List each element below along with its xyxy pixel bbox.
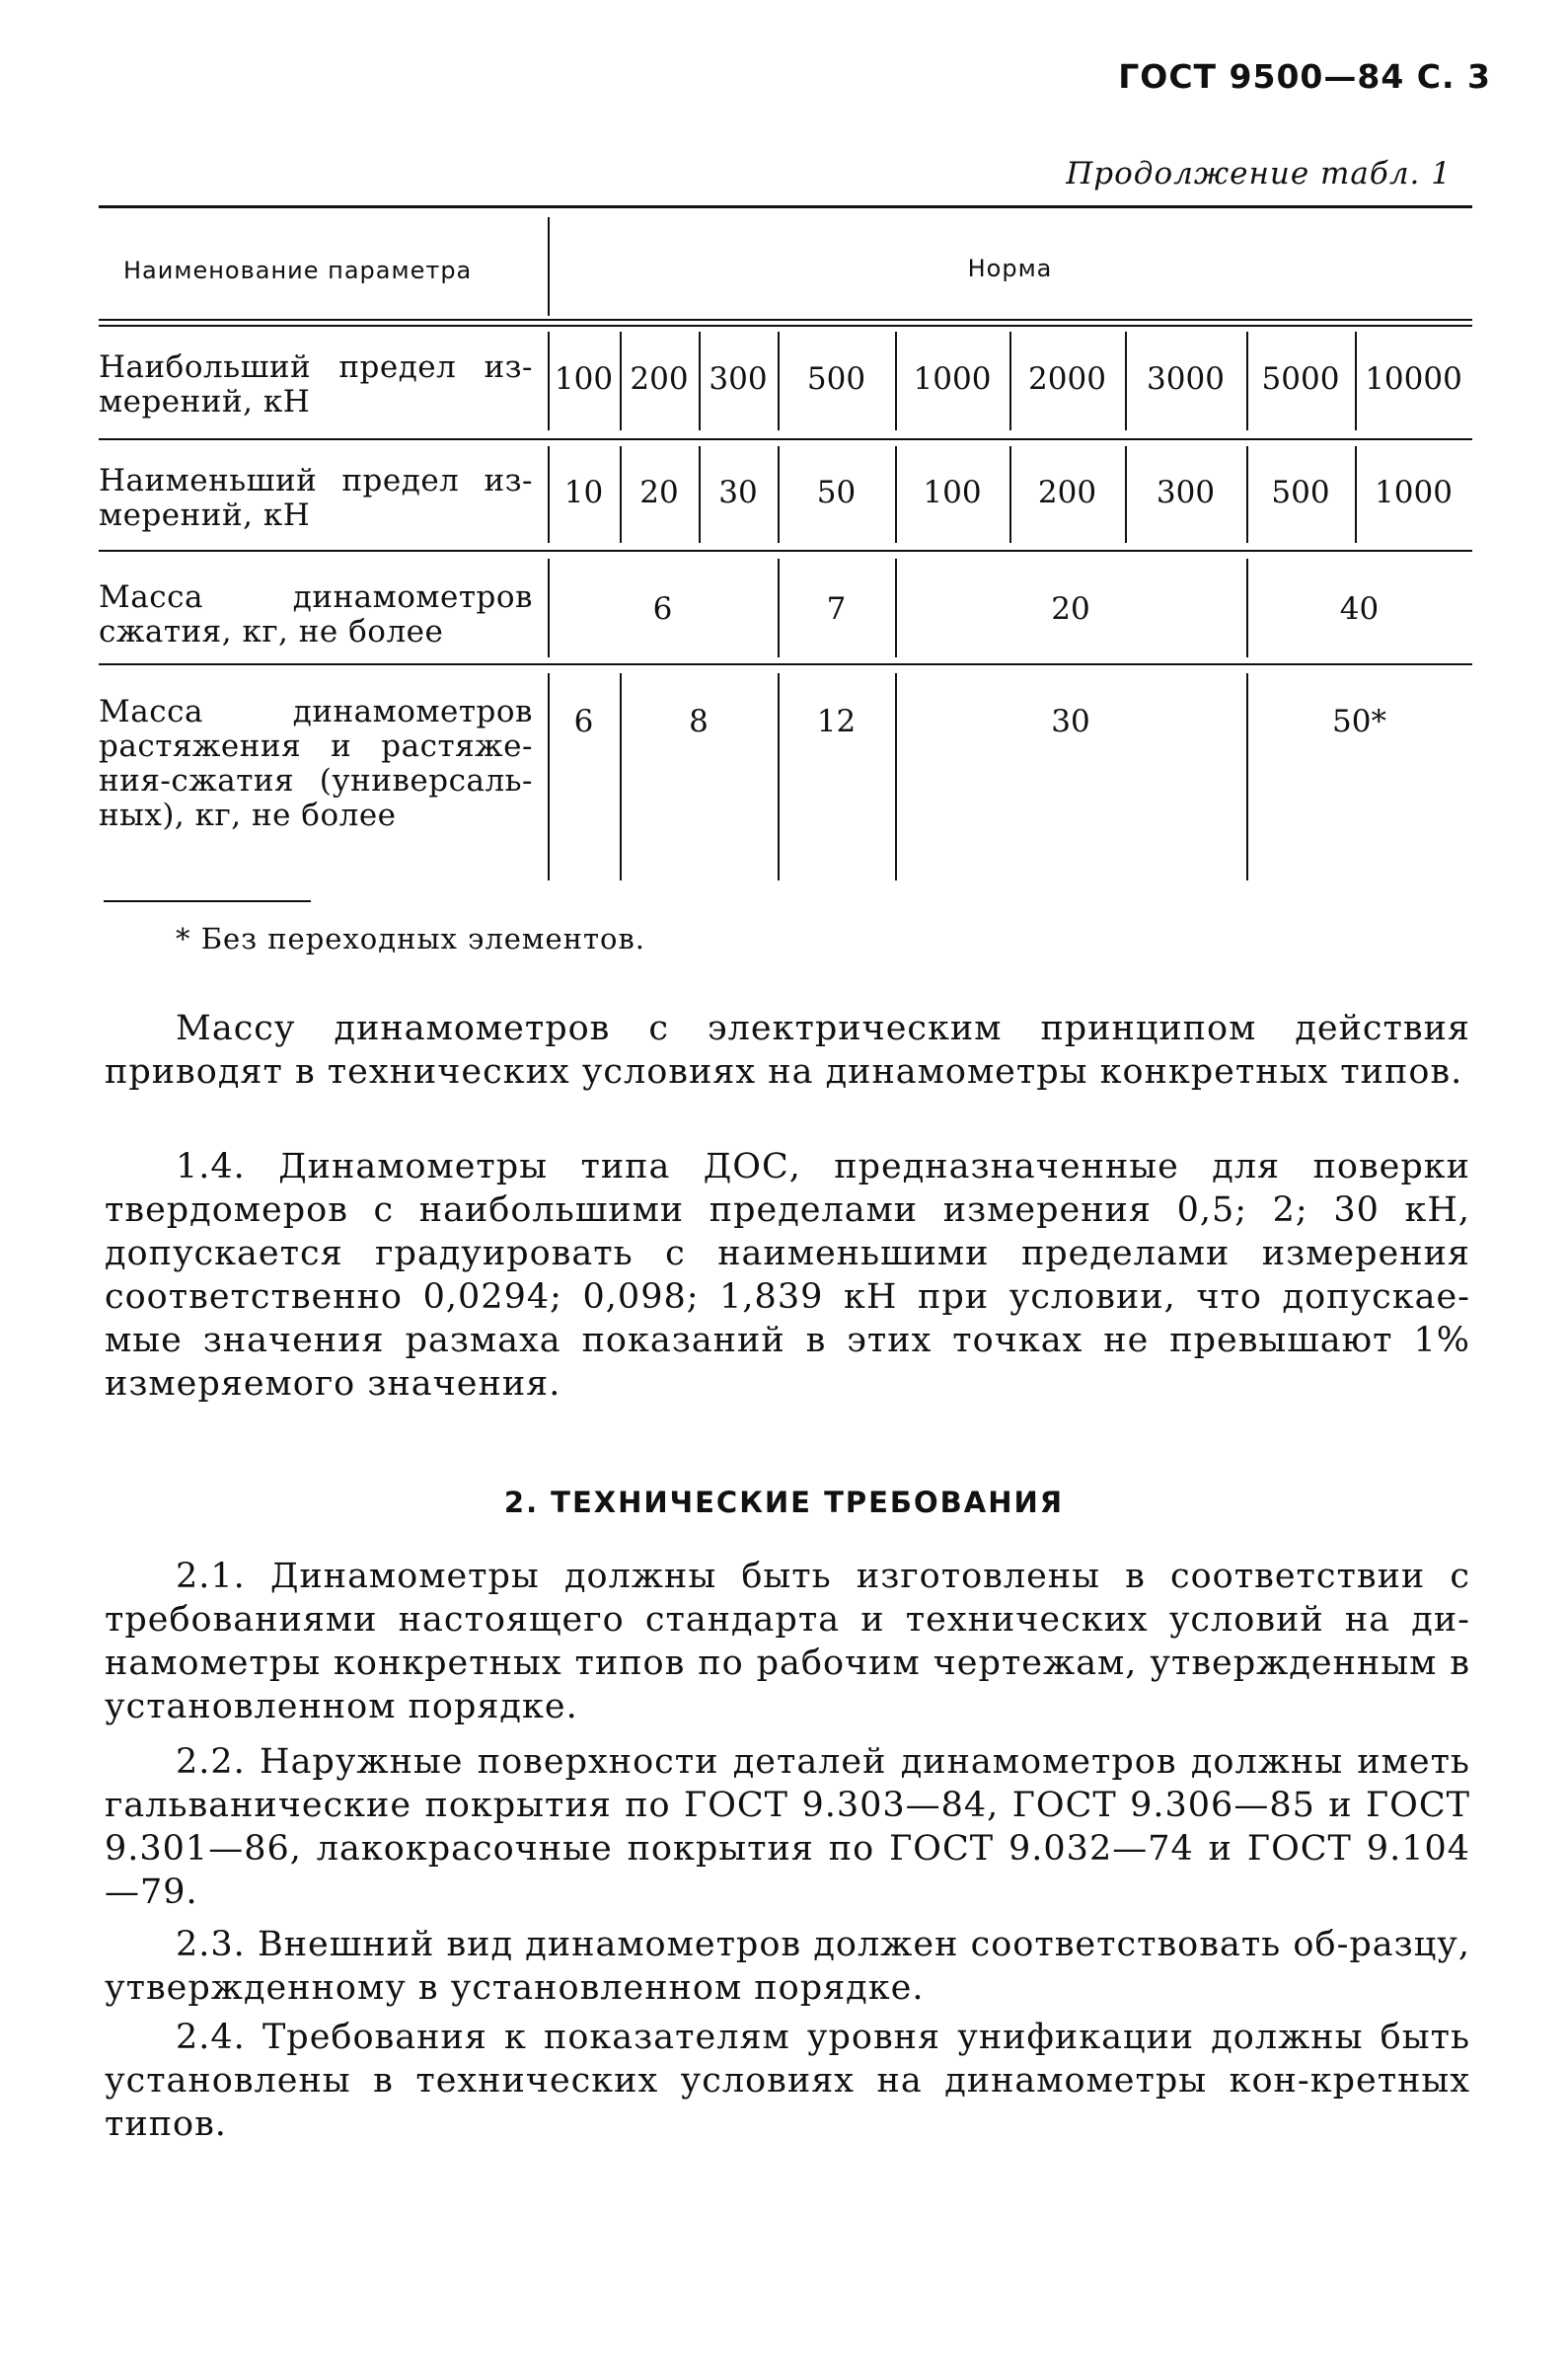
row-label-mass-tension: Масса динамометров растяжения и растяже-ния-сжатия (универсаль-ных), кг, не более	[99, 694, 533, 833]
header-param: Наименование параметра	[123, 257, 473, 284]
cell-min-20: 20	[639, 475, 679, 510]
row-rule	[99, 438, 1472, 440]
paragraph-2-1	[105, 1555, 1470, 1728]
cell-min-200: 200	[1037, 475, 1097, 510]
cell-mass-ten-6: 6	[573, 704, 594, 739]
cell-mass-ten-30: 30	[1051, 704, 1090, 739]
paragraph-2-2	[105, 1740, 1470, 1914]
cell-max-100: 100	[554, 361, 614, 397]
cell-max-10000: 10000	[1365, 361, 1462, 397]
row-label-max-limit: Наибольший предел из-мерений, кН	[99, 349, 533, 420]
paragraph-2-4	[105, 2016, 1470, 2146]
table-top-rule	[99, 205, 1472, 208]
cell-min-50: 50	[816, 475, 857, 510]
header-norm: Норма	[967, 255, 1053, 282]
header-rule-double	[99, 325, 1472, 327]
cell-mass-ten-12: 12	[816, 704, 857, 739]
cell-min-100: 100	[923, 475, 982, 510]
cell-min-500: 500	[1271, 475, 1330, 510]
section-2-title: 2. ТЕХНИЧЕСКИЕ ТРЕБОВАНИЯ	[503, 1486, 1065, 1519]
cell-min-300: 300	[1156, 475, 1216, 510]
cell-mass-comp-6: 6	[652, 591, 673, 627]
paragraph-mass-text: Массу динамометров с электрическим принципом действия приводят в технических условиях на динамометры конкретных типов.	[105, 1009, 1470, 1092]
paragraph-2-2-text: 2.2. Наружные поверхности деталей динамометров должны иметь гальванические покрытия по ГОСТ 9.303—84, ГОСТ 9.306—85 и ГОСТ 9.301—86, лакокрасочные покрытия по ГОСТ 9.032—74 и ГОСТ 9.104—79.	[105, 1742, 1470, 1912]
row-label-min-limit: Наименьший предел из-мерений, кН	[99, 463, 533, 533]
paragraph-2-3-text: 2.3. Внешний вид динамометров должен соответствовать об-разцу, утвержденному в установленном порядке.	[105, 1925, 1470, 2008]
cell-min-30: 30	[718, 475, 758, 510]
cell-mass-comp-7: 7	[826, 591, 847, 627]
row-rule	[99, 550, 1472, 552]
cell-max-300: 300	[709, 361, 768, 397]
cell-max-500: 500	[806, 361, 866, 397]
cell-mass-ten-8: 8	[689, 704, 709, 739]
paragraph-2-3	[105, 1923, 1470, 2010]
footnote-rule	[104, 900, 311, 902]
paragraph-2-4-text: 2.4. Требования к показателям уровня унификации должны быть установлены в технических условиях на динамометры кон-кретных типов.	[105, 2018, 1470, 2144]
row-rule	[99, 663, 1472, 665]
cell-max-2000: 2000	[1028, 361, 1106, 397]
cell-mass-comp-40: 40	[1339, 591, 1380, 627]
cell-max-1000: 1000	[913, 361, 992, 397]
table-caption: Продолжение табл. 1	[1066, 156, 1452, 191]
running-header: ГОСТ 9500—84 С. 3	[1118, 57, 1491, 96]
paragraph-mass	[105, 1007, 1470, 1094]
paragraph-2-1-text: 2.1. Динамометры должны быть изготовлены в соответствии с требованиями настоящего стандарта и технических условий на ди-намометры конкретных типов по рабочим чертежам, утвержденным в установленном порядке.	[105, 1557, 1470, 1726]
cell-min-10: 10	[563, 475, 604, 510]
row-label-mass-compression: Масса динамометров сжатия, кг, не более	[99, 579, 533, 650]
cell-mass-ten-50: 50*	[1332, 704, 1386, 739]
cell-max-5000: 5000	[1261, 361, 1340, 397]
cell-max-200: 200	[630, 361, 689, 397]
paragraph-1-4-text: 1.4. Динамометры типа ДОС, предназначенные для поверки твердомеров с наибольшими пределами измерения 0,5; 2; 30 кН, допускается градуировать с наименьшими пределами измерения соответственно 0,0294; 0,098; 1,839 кН при условии, что допускае-мые значения размаха показаний в этих точках не превышают 1% измеряемого значения.	[105, 1147, 1470, 1404]
cell-mass-comp-20: 20	[1051, 591, 1090, 627]
table-footnote: * Без переходных элементов.	[176, 922, 646, 956]
paragraph-1-4	[105, 1145, 1470, 1406]
header-rule	[99, 319, 1472, 321]
cell-min-1000: 1000	[1375, 475, 1453, 510]
cell-max-3000: 3000	[1147, 361, 1225, 397]
parameters-table	[99, 205, 1472, 886]
